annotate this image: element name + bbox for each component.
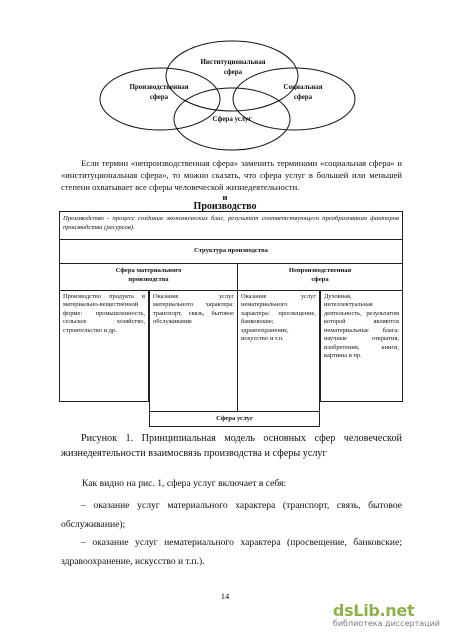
production-label [118, 82, 200, 102]
services-sphere-label: Сфера услуг [216, 414, 253, 422]
institutional-label-line1: Институциональная [200, 58, 266, 66]
connector-text: и [222, 192, 228, 202]
services-sphere-box [149, 411, 320, 427]
nonproduction-title-line2: сфера [311, 275, 329, 283]
cell-material-production [59, 290, 149, 402]
cell-material-services [149, 290, 238, 412]
institutional-label [182, 57, 284, 77]
structure-box [59, 239, 403, 264]
watermark-subtitle: библиотека диссертаций [332, 618, 440, 628]
social-label-line2: сфера [293, 93, 313, 102]
paragraph-terms: Если термин «непроизводственная сфера» заменить терминами «социальная сфера» и «институциональная сфера», то можно сказать, что сфера услуг в большей или меньшей степени охватывает все сферы человеческой жизнедеятельности. [61, 158, 402, 193]
social-label [272, 82, 334, 102]
cell-spiritual-text: Духовная, интеллектуальная деятельность, результатом которой являются нематериальные блага: научные открытия, изобретения, книги, картины и пр. [324, 293, 399, 360]
nonproduction-title-line1: Непроизводственная [288, 267, 352, 274]
watermark-logo [332, 600, 440, 629]
production-definition: Производство - процесс создания экономических благ, результат соответствующего преобразования факторов производства (ресурсов). [63, 215, 399, 232]
material-title-line1: Сфера материального [115, 267, 182, 274]
nonproduction-sphere-box [237, 263, 403, 291]
production-heading: Производство [193, 201, 257, 212]
institutional-label-line2: сфера [223, 68, 243, 77]
cell-material-production-text: Производство продукта в материально-вещественной форме: промышленность, сельское хозяйство, строительство и др. [63, 293, 145, 334]
material-title-line2: производства [128, 275, 169, 283]
production-label-line2: сфера [149, 93, 169, 102]
watermark-brand: dsLib.net [332, 600, 415, 620]
structure-title: Структура производства [194, 247, 268, 255]
bullet-item-1: – оказание услуг материального характера (транспорт, связь, бытовое обслуживание); [61, 500, 402, 530]
production-definition-box [59, 211, 403, 240]
venn-diagram [0, 0, 450, 160]
cell-spiritual [320, 290, 403, 402]
services-label: Сфера услуг [212, 115, 252, 123]
material-sphere-box [59, 263, 238, 291]
bullet-item-2: – оказание услуг нематериального характера (просвещение, банковские; здравоохранение, искусство и т.п.). [61, 537, 402, 567]
cell-nonmaterial-services-text: Оказание услуг нематериального характера: просвещение, банковские; здравоохранение, искусство и т.п. [241, 293, 316, 343]
intro-text: Как видно на рис. 1, сфера услуг включает в себя: [82, 478, 287, 489]
figure-caption: Рисунок 1. Принципиальная модель основных сфер человеческой жизнедеятельности взаимосвязь производства и сферы услуг [61, 433, 402, 460]
cell-nonmaterial-services [237, 290, 320, 412]
social-label-line1: Социальная [283, 83, 323, 91]
page-number: 14 [220, 591, 230, 601]
production-label-line1: Производственная [129, 83, 189, 91]
cell-material-services-text: Оказание услуг материального характера: транспорт, связь, бытовое обслуживание [153, 293, 234, 326]
